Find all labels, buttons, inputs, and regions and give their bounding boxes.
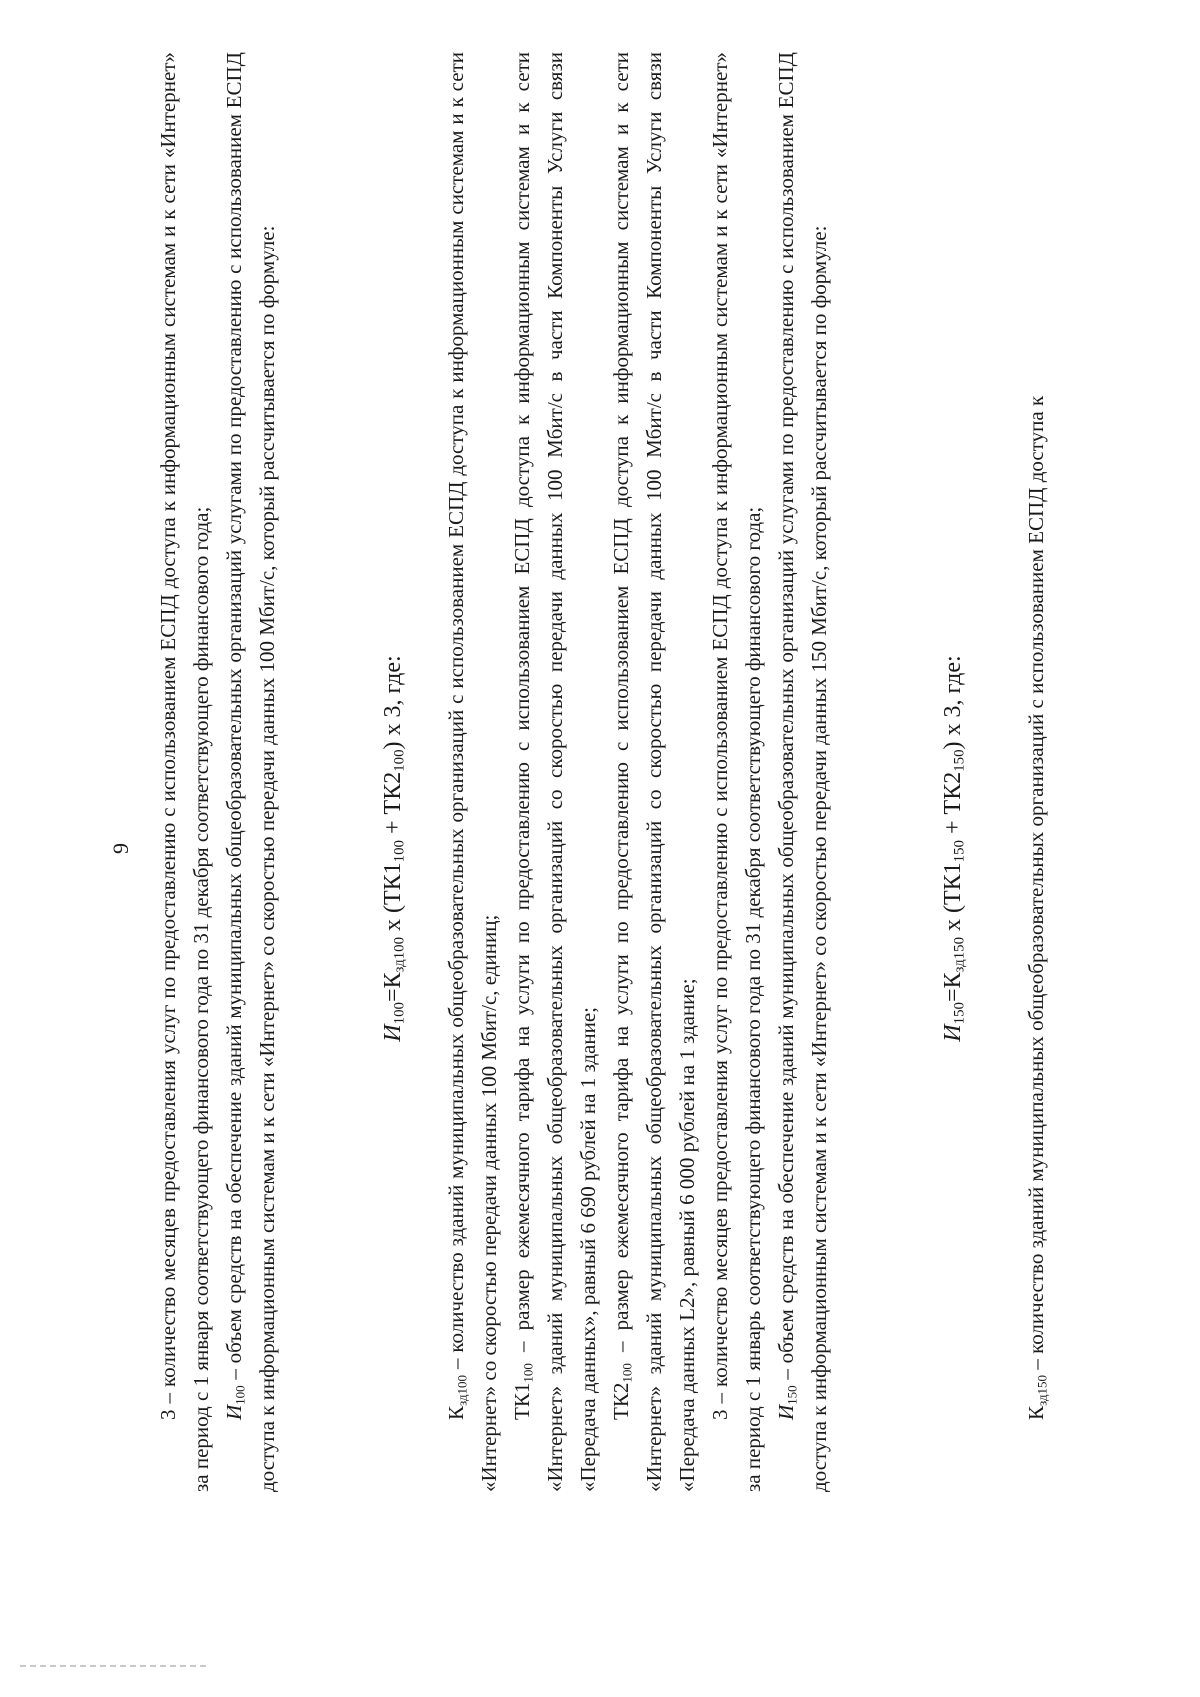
paragraph-text: – количество зданий муниципальных общеобразовательных организаций с использованием ЕСПД доступа к информационным системам и к сети «Интернет» со скоростью передачи данных 100 Мбит/с, единиц; [444, 52, 501, 1492]
formula-mid: x (ТК1 [940, 862, 966, 937]
var-sub: 150 [784, 1385, 800, 1405]
formula-mid: x (ТК1 [380, 862, 406, 937]
var-i: И [774, 1404, 798, 1420]
formula-t2-sub: 150 [951, 749, 968, 772]
formula-i150 [940, 0, 967, 1697]
paragraph-text: – размер ежемесячного тарифа на услуги по предоставлению с использованием ЕСПД доступа к информационным системам и к сети «Интернет» зданий муниципальных общеобразовательных организаций со скоростью передачи данных 100 Мбит/с в части Компоненты Услуги связи «Передача данных L2», равный 6 000 рублей на 1 здание; [609, 52, 699, 1492]
paragraph-i100 [218, 52, 284, 1492]
var-sub: зд100 [454, 1374, 470, 1406]
formula-lhs-sub: 100 [391, 1002, 408, 1025]
formula-k-sub: зд100 [391, 936, 408, 973]
var-k: К [1024, 1405, 1048, 1420]
var-sub: 100 [619, 1363, 635, 1383]
paragraph-kzd150 [1020, 52, 1053, 1492]
formula-plus: + ТК2 [940, 771, 966, 840]
var-sub: 100 [232, 1385, 248, 1405]
formula-tail: ) x 3, где: [940, 655, 966, 750]
paragraph-i150 [770, 52, 836, 1492]
var-sub: 100 [520, 1363, 536, 1383]
paragraph-tk1-100 [506, 52, 605, 1492]
formula-lhs: И [380, 1024, 406, 1042]
var-i: И [222, 1404, 246, 1420]
formula-i100 [380, 0, 407, 1697]
formula-eq: =К [380, 972, 406, 1003]
paragraph-months-2: 3 – количество месяцев предоставления услуг по предоставлению с использованием ЕСПД доступа к информационным системам и к сети «Интернет» за период с 1 январь соответствующего финансового года по 31 декабря соответствующего финансового года; [708, 52, 765, 1492]
var-sub: зд150 [1034, 1374, 1050, 1406]
formula-t1-sub: 100 [391, 840, 408, 863]
text-block-1 [152, 52, 284, 1492]
formula-t1-sub: 150 [951, 840, 968, 863]
paragraph-text: – объем средств на обеспечение зданий муниципальных общеобразовательных организаций услугами по предоставлению с использованием ЕСПД доступа к информационным системам и к сети «Интернет» со скоростью передачи данных 150 Мбит/с, который рассчитывается по формуле: [774, 52, 831, 1492]
formula-tail: ) x 3, где: [380, 655, 406, 750]
page-number: 9 [108, 843, 133, 854]
formula-t2-sub: 100 [391, 749, 408, 772]
text-block-3 [1020, 52, 1053, 1492]
formula-lhs: И [940, 1024, 966, 1042]
paragraph-text: – объем средств на обеспечение зданий муниципальных общеобразовательных организаций услугами по предоставлению с использованием ЕСПД доступа к информационным системам и к сети «Интернет» со скоростью передачи данных 100 Мбит/с, который рассчитывается по формуле: [222, 52, 279, 1492]
formula-plus: + ТК2 [380, 771, 406, 840]
formula-eq: =К [940, 972, 966, 1003]
scan-artifact [20, 1665, 210, 1667]
var-tk2: ТК2 [609, 1382, 633, 1420]
paragraph-kzd100 [440, 52, 506, 1492]
var-tk1: ТК1 [510, 1382, 534, 1420]
formula-k-sub: зд150 [951, 936, 968, 973]
paragraph-text: – количество зданий муниципальных общеобразовательных организаций с использованием ЕСПД доступа к [1024, 395, 1048, 1375]
paragraph-text: – размер ежемесячного тарифа на услуги по предоставлению с использованием ЕСПД доступа к информационным системам и к сети «Интернет» зданий муниципальных общеобразовательных организаций со скоростью передачи данных 100 Мбит/с в части Компоненты Услуги связи «Передача данных», равный 6 690 рублей на 1 здание; [510, 52, 600, 1492]
text-block-2 [440, 52, 836, 1492]
paragraph-tk2-100 [605, 52, 704, 1492]
var-k: К [444, 1405, 468, 1420]
formula-lhs-sub: 150 [951, 1002, 968, 1025]
paragraph-months-1: 3 – количество месяцев предоставления услуг по предоставлению с использованием ЕСПД доступа к информационным системам и к сети «Интернет» за период с 1 января соответствующего финансового года по 31 декабря соответствующего финансового года; [156, 52, 213, 1492]
